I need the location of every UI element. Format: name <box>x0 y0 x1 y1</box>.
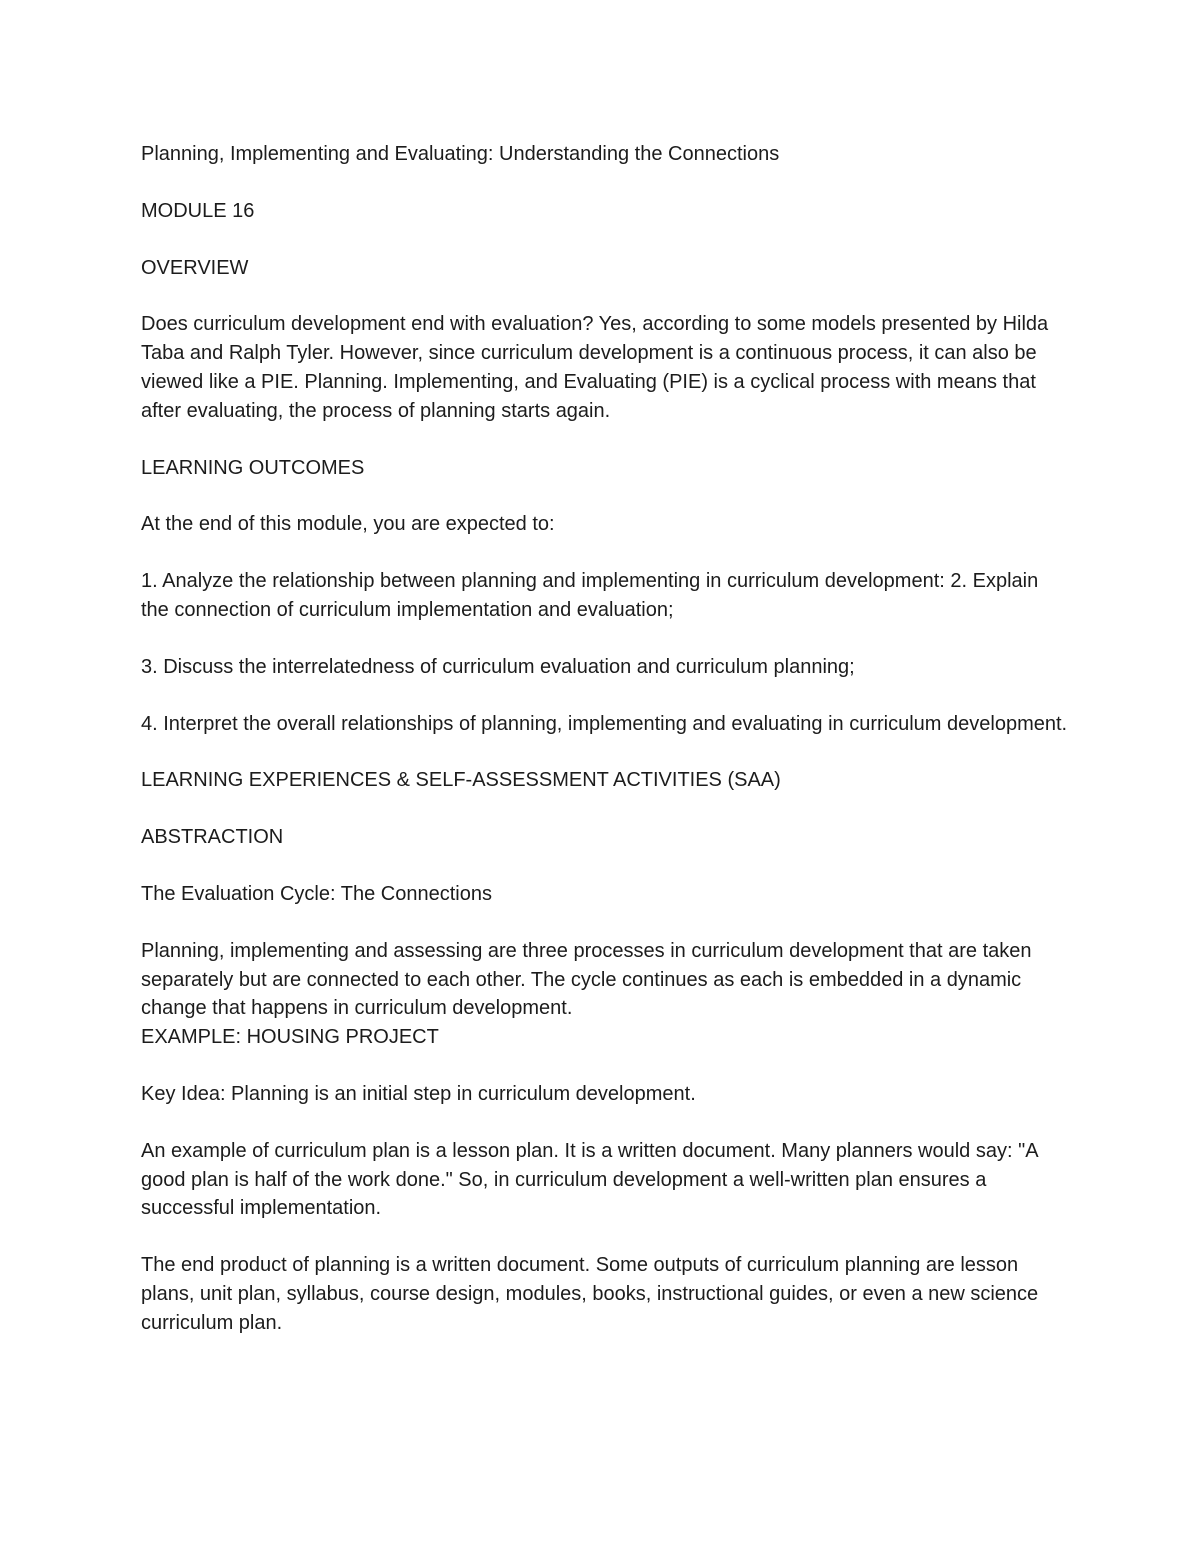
document-body <box>141 140 1071 1366</box>
evaluation-cycle-paragraph: Planning, implementing and assessing are three processes in curriculum development that are taken separately but are connected to each other. The cycle continues as each is embedded in a dynamic change that happens in curriculum development. <box>141 939 1032 1020</box>
example-heading: EXAMPLE: HOUSING PROJECT <box>141 1026 439 1049</box>
outcome-item-3: 3. Discuss the interrelatedness of curriculum evaluation and curriculum planning; <box>141 655 855 678</box>
module-label: MODULE 16 <box>141 199 255 222</box>
overview-heading: OVERVIEW <box>141 256 249 279</box>
outcome-item-4: 4. Interpret the overall relationships of planning, implementing and evaluating in curriculum development. <box>141 712 1068 735</box>
overview-paragraph: Does curriculum development end with evaluation? Yes, according to some models presented by Hilda Taba and Ralph Tyler. However, since curriculum development is a continuous process, it can also be viewed like a PIE. Planning. Implementing, and Evaluating (PIE) is a cyclical process with means that after evaluating, the process of planning starts again. <box>141 313 1049 422</box>
abstraction-heading: ABSTRACTION <box>141 826 284 849</box>
evaluation-cycle-heading: The Evaluation Cycle: The Connections <box>141 882 492 905</box>
outcome-item-1-2: 1. Analyze the relationship between planning and implementing in curriculum development: 2. Explain the connection of curriculum implementation and evaluation; <box>141 570 1039 621</box>
learning-outcomes-heading: LEARNING OUTCOMES <box>141 456 365 479</box>
end-product-paragraph: The end product of planning is a written document. Some outputs of curriculum planning are lesson plans, unit plan, syllabus, course design, modules, books, instructional guides, or even a new science curriculum plan. <box>141 1254 1039 1334</box>
document-title: Planning, Implementing and Evaluating: Understanding the Connections <box>141 143 780 165</box>
learning-experiences-heading: LEARNING EXPERIENCES & SELF-ASSESSMENT ACTIVITIES (SAA) <box>141 769 781 792</box>
key-idea-line: Key Idea: Planning is an initial step in curriculum development. <box>141 1082 696 1105</box>
lesson-plan-paragraph: An example of curriculum plan is a lesson plan. It is a written document. Many planners would say: "A good plan is half of the work done." So, in curriculum development a well-written plan ensures a successful implementation. <box>141 1139 1038 1220</box>
outcomes-intro: At the end of this module, you are expected to: <box>141 513 555 536</box>
